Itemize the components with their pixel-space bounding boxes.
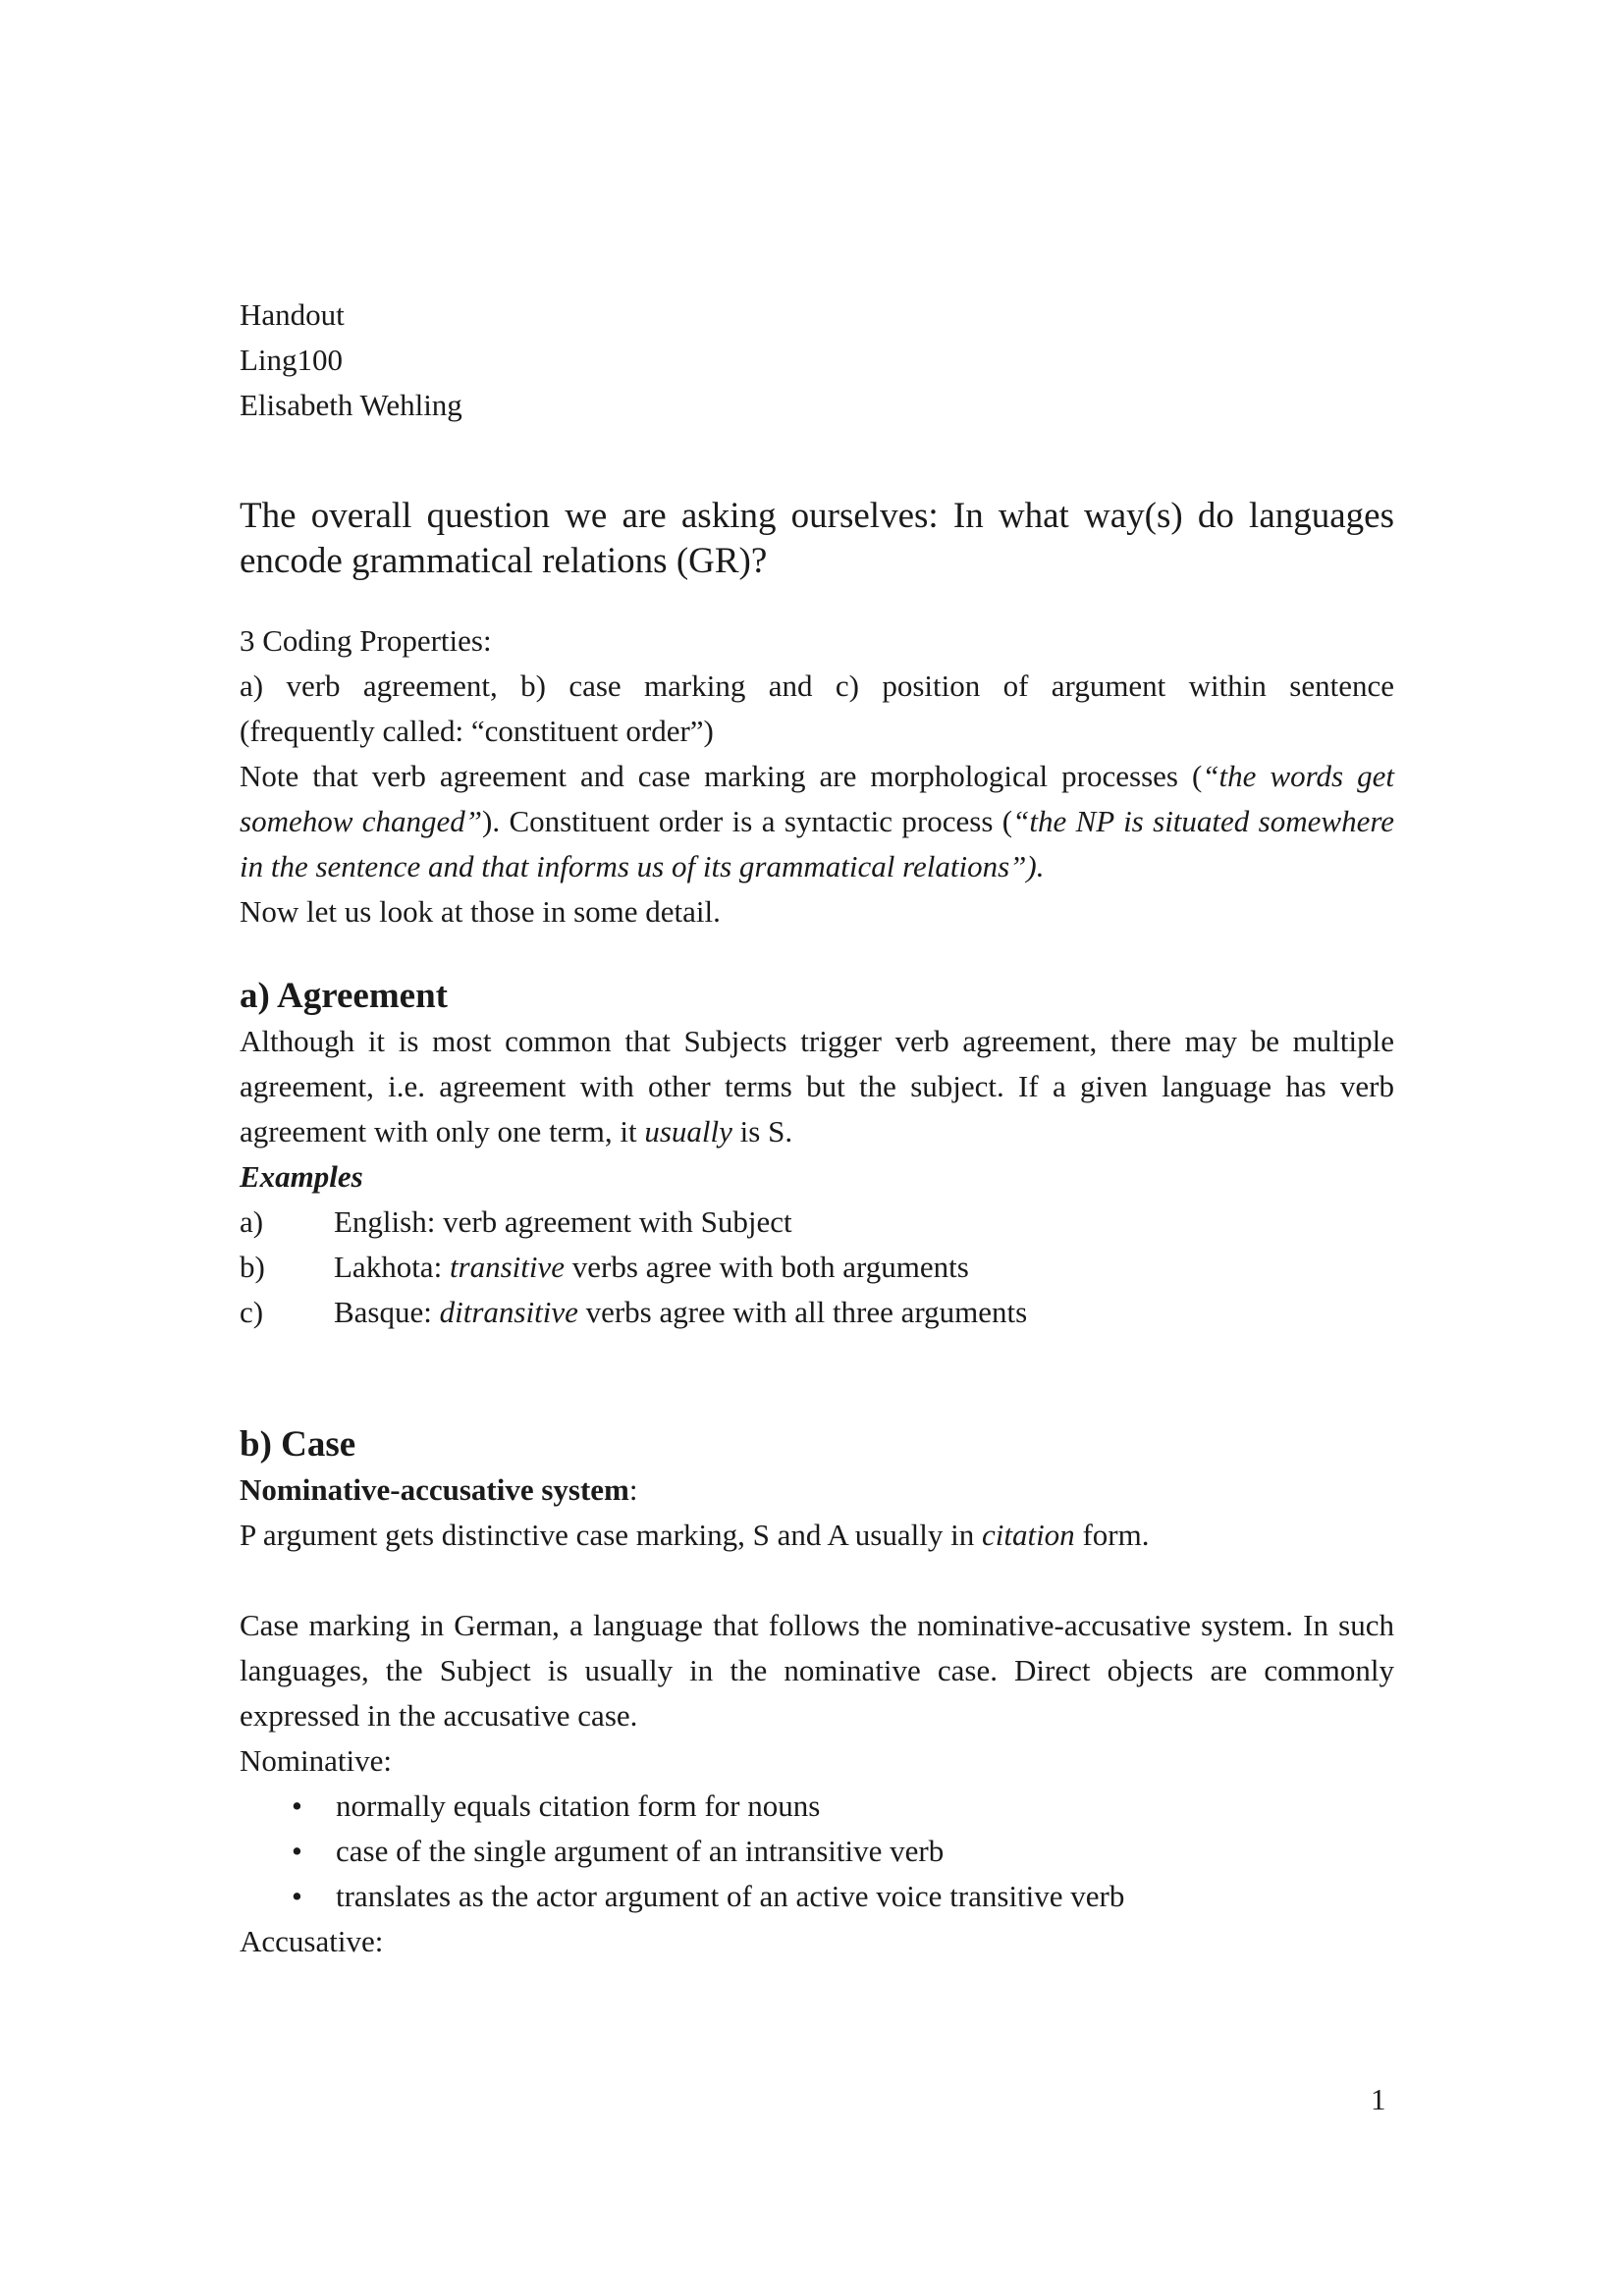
header-handout: Handout	[240, 297, 345, 332]
nominative-bullet-list	[240, 1784, 1394, 1919]
example-text-italic: transitive	[449, 1250, 566, 1284]
list-item-text: translates as the actor argument of an active voice transitive verb	[336, 1879, 1125, 1913]
overall-question: The overall question we are asking ourselves: In what way(s) do languages encode grammatical relations (GR)?	[240, 496, 1394, 581]
list-item	[240, 1874, 1394, 1919]
header-course: Ling100	[240, 343, 344, 377]
agreement-heading: a) Agreement	[240, 976, 448, 1016]
example-item	[240, 1290, 1394, 1335]
list-item-text: normally equals citation form for nouns	[336, 1789, 821, 1823]
now-look-line: Now let us look at those in some detail.	[240, 894, 721, 929]
coding-properties-section	[240, 618, 1394, 934]
p-argument-line	[240, 1513, 1394, 1558]
note-italic-1: “the words get somehow changed”	[240, 759, 1394, 838]
agreement-paragraph	[240, 1019, 1394, 1154]
example-text	[334, 1245, 969, 1290]
page-number: 1	[1371, 2082, 1386, 2116]
example-letter: c)	[240, 1295, 264, 1329]
example-text	[334, 1200, 792, 1245]
bullet-icon: •	[292, 1789, 302, 1823]
bullet-icon: •	[292, 1879, 302, 1913]
nominative-accusative-subheading: Nominative-accusative system	[240, 1472, 629, 1507]
example-text-after: verbs agree with all three arguments	[577, 1295, 1028, 1329]
example-text-before: Lakhota:	[334, 1250, 450, 1284]
coding-properties-list-line2: (frequently called: “constituent order”)	[240, 714, 714, 748]
coding-properties-list-line1: a) verb agreement, b) case marking and c) position of argument within sentence	[240, 668, 1394, 703]
agreement-text-2: is S.	[731, 1114, 793, 1148]
page-content	[240, 293, 1394, 1964]
note-text-1: Note that verb agreement and case marking are morphological processes (	[240, 759, 1203, 793]
list-item-text: case of the single argument of an intransitive verb	[336, 1834, 945, 1868]
example-letter: b)	[240, 1250, 265, 1284]
example-text-before: Basque:	[334, 1295, 440, 1329]
document-header	[240, 293, 1394, 428]
coding-properties-title: 3 Coding Properties:	[240, 623, 492, 658]
example-text-italic: ditransitive	[439, 1295, 578, 1329]
p-line-italic: citation	[981, 1518, 1075, 1552]
note-text-2: ). Constituent order is a syntactic process (	[482, 804, 1013, 838]
examples-label: Examples	[240, 1159, 363, 1194]
example-letter: a)	[240, 1204, 264, 1239]
coding-note-paragraph	[240, 754, 1394, 889]
case-heading: b) Case	[240, 1424, 356, 1465]
nominative-accusative-subheading-line	[240, 1468, 1394, 1513]
example-text-after: verbs agree with both arguments	[565, 1250, 969, 1284]
example-item	[240, 1200, 1394, 1245]
p-line-text-2: form.	[1074, 1518, 1150, 1552]
german-case-paragraph: Case marking in German, a language that follows the nominative-accusative system. In such languages, the Subject is usually in the nominative case. Direct objects are commonly expressed in the accusative case.	[240, 1608, 1394, 1733]
examples-list	[240, 1200, 1394, 1335]
accusative-label: Accusative:	[240, 1924, 384, 1958]
note-italic-2: “the NP is situated somewhere in the sentence and that informs us of its grammatical relations”).	[240, 804, 1395, 883]
p-line-text-1: P argument gets distinctive case marking, S and A usually in	[240, 1518, 982, 1552]
example-item	[240, 1245, 1394, 1290]
list-item	[240, 1829, 1394, 1874]
example-text	[334, 1290, 1027, 1335]
paragraph-gap	[240, 1558, 1394, 1603]
header-author: Elisabeth Wehling	[240, 388, 462, 422]
subheading-colon: :	[628, 1472, 638, 1507]
agreement-text-1: Although it is most common that Subjects trigger verb agreement, there may be multiple agreement, i.e. agreement with other terms but the subject. If a given language has verb agreement with only one term, it	[240, 1024, 1394, 1148]
example-text-before: English: verb agreement with Subject	[334, 1204, 792, 1239]
nominative-label: Nominative:	[240, 1743, 392, 1778]
list-item	[240, 1784, 1394, 1829]
agreement-italic: usually	[644, 1114, 732, 1148]
bullet-icon: •	[292, 1834, 302, 1868]
